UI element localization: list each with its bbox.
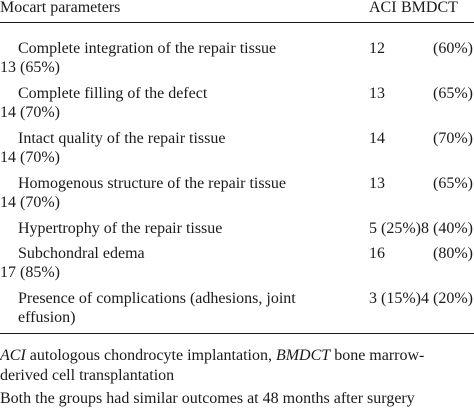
- row-4-bmdct: (65%): [433, 175, 473, 192]
- row-4-overflow: 14 (70%): [0, 194, 60, 211]
- column-header-aci: ACI: [369, 0, 397, 16]
- footnote-line-2: derived cell transplantation: [0, 367, 175, 384]
- footnote-abbr-aci: ACI: [0, 347, 26, 364]
- row-3-aci: 14: [369, 130, 385, 147]
- row-6-overflow: 17 (85%): [0, 264, 60, 281]
- row-6-aci: 16: [369, 245, 385, 262]
- row-3-overflow: 14 (70%): [0, 149, 60, 166]
- row-5-aci: 5 (25%): [369, 220, 421, 237]
- table-caption: Both the groups had similar outcomes at 48 months after surgery: [0, 390, 415, 407]
- row-3-bmdct: (70%): [433, 130, 473, 147]
- row-2-parameter: Complete filling of the defect: [18, 85, 208, 102]
- footnote-def-bmdct: bone marrow-: [330, 347, 425, 364]
- row-5-bmdct: 8 (40%): [421, 220, 473, 237]
- table-bottom-rule: [0, 333, 474, 334]
- row-1-bmdct: (60%): [433, 40, 473, 57]
- row-2-aci: 13: [369, 85, 385, 102]
- footnote-abbr-bmdct: BMDCT: [275, 347, 331, 364]
- header-rule: [0, 22, 474, 23]
- footnote-line-1: [0, 346, 424, 365]
- row-2-bmdct: (65%): [433, 85, 473, 102]
- row-6-parameter: Subchondral edema: [18, 245, 145, 262]
- footnote-def-aci: autologous chondrocyte implantation,: [25, 347, 276, 364]
- row-5-parameter: Hypertrophy of the repair tissue: [18, 220, 223, 237]
- row-3-parameter: Intact quality of the repair tissue: [18, 130, 226, 147]
- row-4-aci: 13: [369, 175, 385, 192]
- row-1-overflow: 13 (65%): [0, 59, 60, 76]
- row-7-bmdct: 4 (20%): [421, 290, 473, 307]
- row-7-aci: 3 (15%): [369, 290, 421, 307]
- row-6-bmdct: (80%): [433, 245, 473, 262]
- row-2-overflow: 14 (70%): [0, 104, 60, 121]
- row-1-aci: 12: [369, 40, 385, 57]
- row-7-parameter-line2: effusion): [18, 309, 76, 326]
- column-header-parameter: Mocart parameters: [0, 0, 121, 16]
- row-4-parameter: Homogenous structure of the repair tissue: [18, 175, 286, 192]
- row-1-parameter: Complete integration of the repair tissue: [18, 40, 277, 57]
- row-7-parameter-line1: Presence of complications (adhesions, joint: [18, 290, 296, 307]
- column-header-bmdct: BMDCT: [401, 0, 458, 16]
